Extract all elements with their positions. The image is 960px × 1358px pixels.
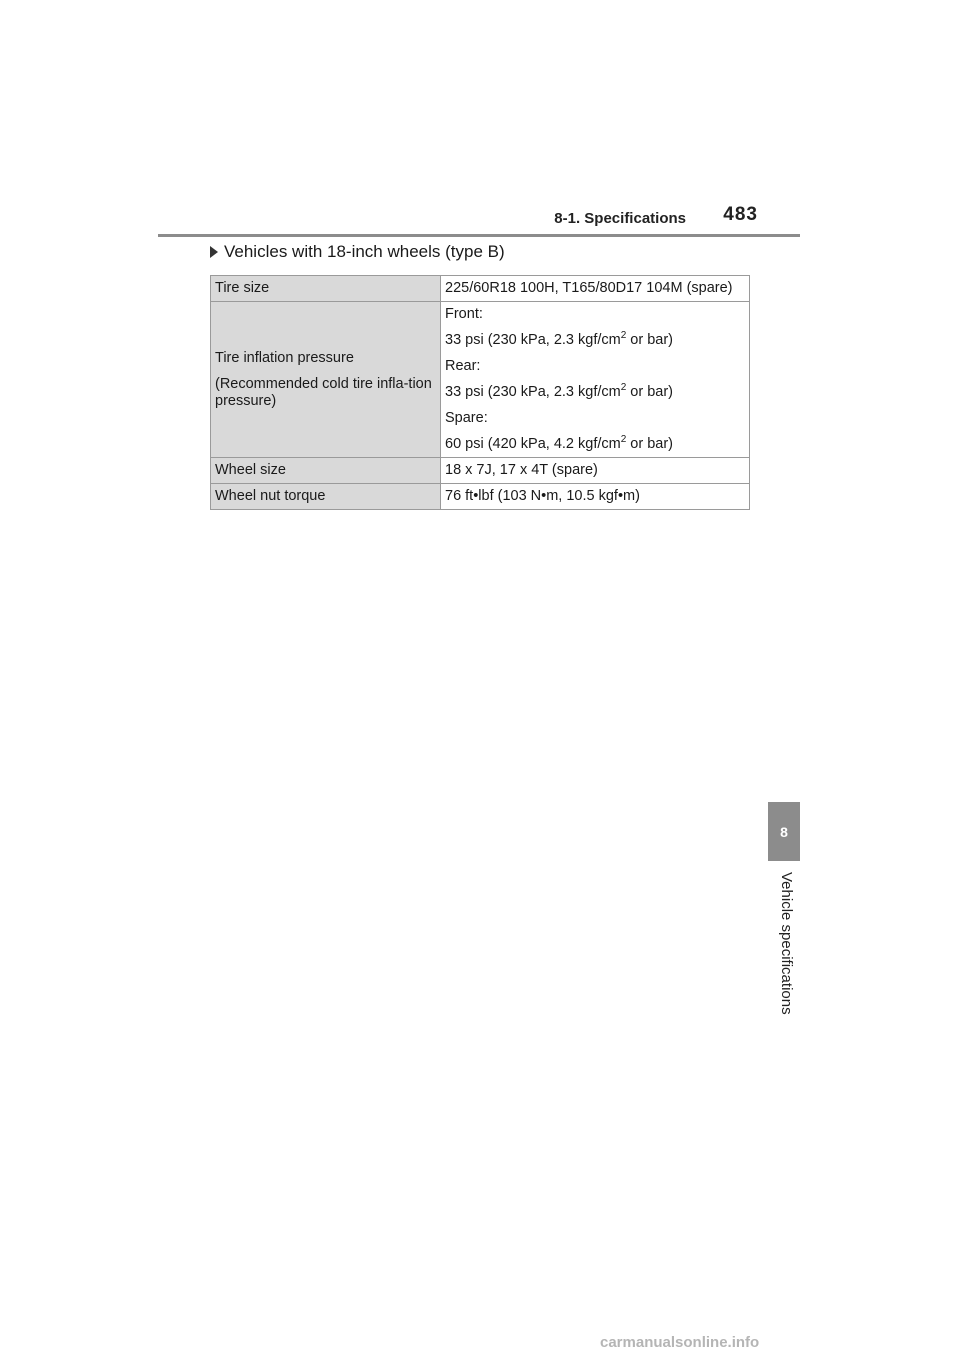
front-label: Front:: [445, 306, 483, 322]
rear-pressure: 33 psi (230 kPa, 2.3 kgf/$cm^2$ or bar): [445, 382, 674, 400]
subtitle-text: Vehicles with 18-inch wheels (type B): [224, 242, 505, 261]
chapter-label: Vehicle specifications: [778, 872, 795, 1015]
chapter-tab: 8: [768, 802, 800, 861]
table-row: [211, 302, 750, 458]
specifications-table: [210, 275, 750, 510]
tire-size-value: 225/60R18 100H, T165/80D17 104M (spare): [441, 276, 750, 302]
page-header: [158, 204, 800, 237]
spare-pressure: 60 psi (420 kPa, 4.2 kgf/$cm^2$ or bar): [445, 434, 674, 452]
page-number: 483: [723, 204, 758, 225]
arrow-right-icon: [210, 246, 218, 258]
tire-size-label: Tire size: [211, 276, 441, 302]
inflation-label: Tire inflation pressure: [215, 349, 354, 366]
front-pressure: 33 psi (230 kPa, 2.3 kgf/$cm^2$ or bar): [445, 330, 674, 348]
nut-torque-value: 76 ft•lbf (103 N•m, 10.5 kgf•m): [441, 484, 750, 510]
rear-label: Rear:: [445, 358, 481, 374]
inflation-label-cell: [211, 302, 441, 458]
inflation-sublabel: (Recommended cold tire infla-tion pressure): [215, 375, 432, 409]
table-subtitle: [210, 242, 505, 262]
wheel-size-label: Wheel size: [211, 458, 441, 484]
inflation-value-cell: [441, 302, 750, 458]
spare-label: Spare:: [445, 410, 488, 426]
watermark: carmanualsonline.info: [600, 1334, 760, 1351]
table-row: [211, 484, 750, 510]
section-title: 8-1. Specifications: [554, 210, 686, 227]
table-row: [211, 276, 750, 302]
wheel-size-value: 18 x 7J, 17 x 4T (spare): [441, 458, 750, 484]
nut-torque-label: Wheel nut torque: [211, 484, 441, 510]
table-row: [211, 458, 750, 484]
